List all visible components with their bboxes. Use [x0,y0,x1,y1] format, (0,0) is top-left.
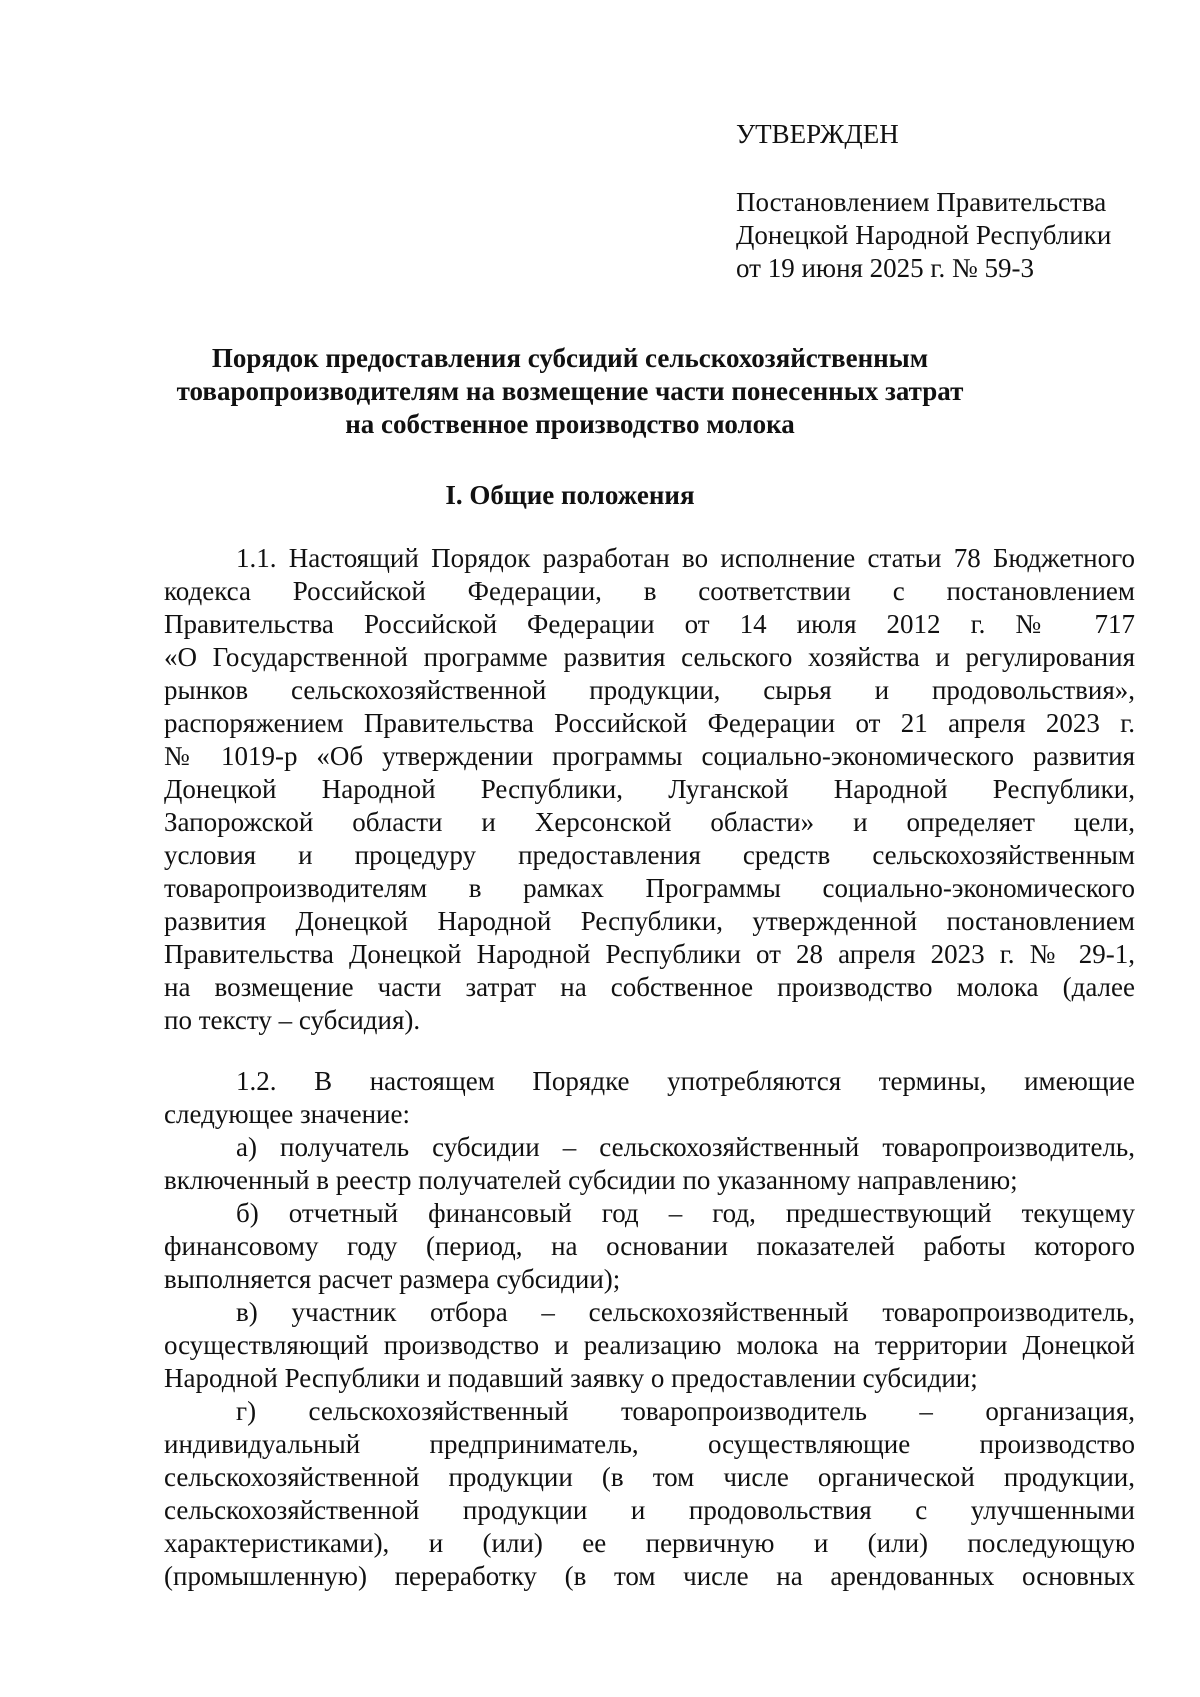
paragraph-1-1 [164,542,1135,1037]
text-line: индивидуальный предприниматель, осуществляющие производство [164,1429,1135,1459]
definition-item-g: г) сельскохозяйственный товаропроизводитель – организация, [236,1396,1135,1426]
text-line: 1.2. В настоящем Порядке употребляются термины, имеющие [236,1066,1135,1096]
text-line: сельскохозяйственной продукции и продовольствия с улучшенными [164,1495,1135,1525]
text-line: рынков сельскохозяйственной продукции, сырья и продовольствия», [164,675,1135,705]
approval-line: Донецкой Народной Республики [736,220,1112,250]
text-line: на возмещение части затрат на собственное производство молока (далее [164,972,1135,1002]
text-line: финансовому году (период, на основании показателей работы которого [164,1231,1135,1261]
title-line: Порядок предоставления субсидий сельскохозяйственным [211,343,929,373]
text-line: 1.1. Настоящий Порядок разработан во исполнение статьи 78 Бюджетного [236,543,1135,573]
text-line: Правительства Донецкой Народной Республики от 28 апреля 2023 г. № 29-1, [164,939,1135,969]
text-line: сельскохозяйственной продукции (в том числе органической продукции, [164,1462,1135,1492]
definition-item-a: а) получатель субсидии – сельскохозяйственный товаропроизводитель, [236,1132,1135,1162]
text-line: кодекса Российской Федерации, в соответствии с постановлением [164,576,1135,606]
text-line: по тексту – субсидия). [164,1005,421,1035]
text-line: распоряжением Правительства Российской Федерации от 21 апреля 2023 г. [164,708,1135,738]
approval-heading: УТВЕРЖДЕН [736,119,899,149]
text-line: Запорожской области и Херсонской области» и определяет цели, [164,807,1135,837]
text-line: товаропроизводителям в рамках Программы социально-экономического [164,873,1135,903]
text-line: Народной Республики и подавший заявку о предоставлении субсидии; [164,1363,978,1393]
approval-stamp [736,118,1156,285]
text-line: № 1019-р «Об утверждении программы социально-экономического развития [164,741,1135,771]
approval-line: Постановлением Правительства [736,187,1107,217]
text-line: характеристиками), и (или) ее первичную и (или) последующую [164,1528,1135,1558]
text-line: развития Донецкой Народной Республики, утвержденной постановлением [164,906,1135,936]
title-line: товаропроизводителям на возмещение части понесенных затрат [176,376,964,406]
text-line: (промышленную) переработку (в том числе на арендованных основных [164,1561,1135,1591]
text-line: осуществляющий производство и реализацию молока на территории Донецкой [164,1330,1135,1360]
text-line: Донецкой Народной Республики, Луганской Народной Республики, [164,774,1135,804]
text-line: «О Государственной программе развития сельского хозяйства и регулирования [164,642,1135,672]
approval-line: от 19 июня 2025 г. № 59-3 [736,253,1034,283]
text-line: следующее значение: [164,1099,410,1129]
text-line: включенный в реестр получателей субсидии по указанному направлению; [164,1165,1018,1195]
definition-item-v: в) участник отбора – сельскохозяйственный товаропроизводитель, [236,1297,1135,1327]
title-line: на собственное производство молока [345,409,795,439]
document-title [160,342,980,441]
section-heading: I. Общие положения [445,480,695,510]
text-line: Правительства Российской Федерации от 14 июля 2012 г. № 717 [164,609,1135,639]
text-line: выполняется расчет размера субсидии); [164,1264,621,1294]
paragraph-1-2 [164,1065,1135,1593]
text-line: условия и процедуру предоставления средств сельскохозяйственным [164,840,1135,870]
definition-item-b: б) отчетный финансовый год – год, предшествующий текущему [236,1198,1135,1228]
